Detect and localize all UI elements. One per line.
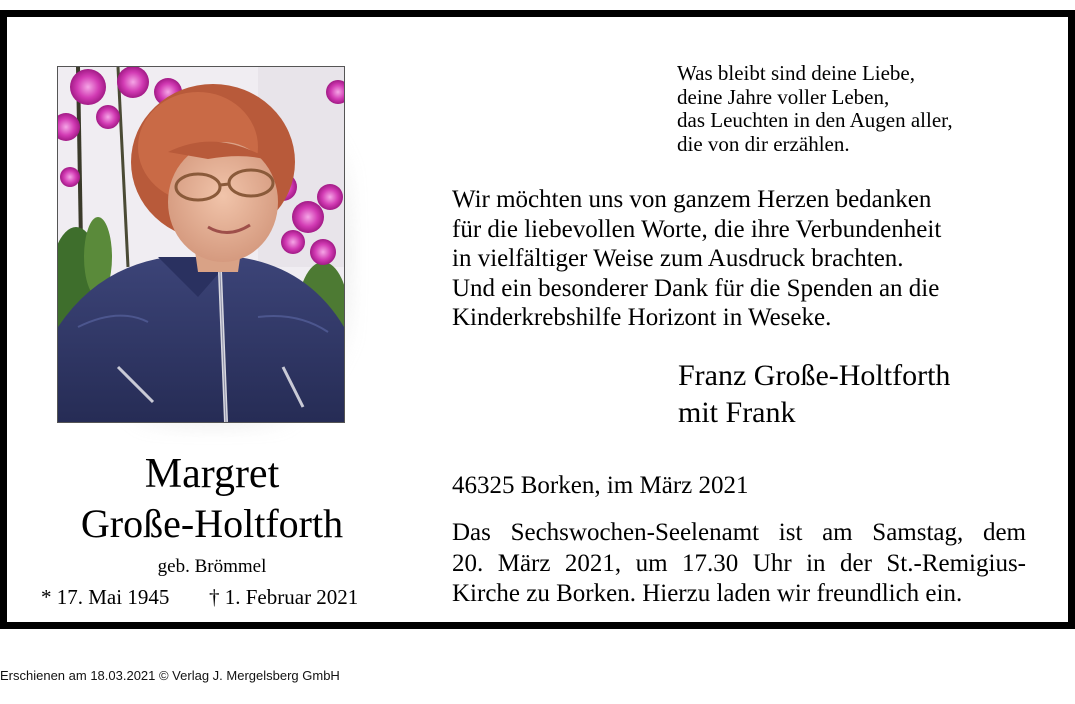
birth-date: * 17. Mai 1945 <box>41 585 170 609</box>
thanks-text <box>452 185 941 333</box>
obituary-frame <box>0 10 1075 629</box>
death-date: † 1. Februar 2021 <box>209 585 359 609</box>
signer-line: mit Frank <box>678 396 796 429</box>
signer-line: Franz Große-Holtforth <box>678 359 951 392</box>
portrait-photo <box>57 66 345 423</box>
poem-line: die von dir erzählen. <box>677 131 850 156</box>
thanks-line: Wir möchten uns von ganzem Herzen bedanken <box>452 186 932 213</box>
family-name: Große-Holtforth <box>80 501 344 546</box>
place-date: 46325 Borken, im März 2021 <box>452 472 749 499</box>
notice-line: Das Sechswochen-Seelenamt ist am Samstag, dem <box>452 519 1026 546</box>
publication-footer: Erschienen am 18.03.2021 © Verlag J. Mergelsberg GmbH <box>0 668 340 683</box>
notice-line: 20. März 2021, um 17.30 Uhr in der St.-Remigius- <box>452 549 1026 577</box>
thanks-line: in vielfältiger Weise zum Ausdruck brachten. <box>452 245 904 272</box>
poem-line: Was bleibt sind deine Liebe, <box>677 61 915 85</box>
deceased-name-block <box>27 449 397 581</box>
thanks-line: Und ein besonderer Dank für die Spenden an die <box>452 274 940 302</box>
poem-line: deine Jahre voller Leben, <box>677 84 890 109</box>
thanks-line: für die liebevollen Worte, die ihre Verbundenheit <box>452 215 942 243</box>
notice-line: Kirche zu Borken. Hierzu laden wir freundlich ein. <box>452 580 963 607</box>
portrait-illustration <box>58 67 344 422</box>
given-name: Margret <box>144 451 280 497</box>
maiden-name: geb. Brömmel <box>157 556 267 577</box>
mass-notice <box>452 518 1026 610</box>
poem-line: das Leuchten in den Augen aller, <box>677 108 953 132</box>
portrait-photo-container <box>57 66 345 423</box>
thanks-line: Kinderkrebshilfe Horizont in Weseke. <box>452 304 832 331</box>
signers <box>678 357 950 431</box>
poem <box>677 62 953 156</box>
